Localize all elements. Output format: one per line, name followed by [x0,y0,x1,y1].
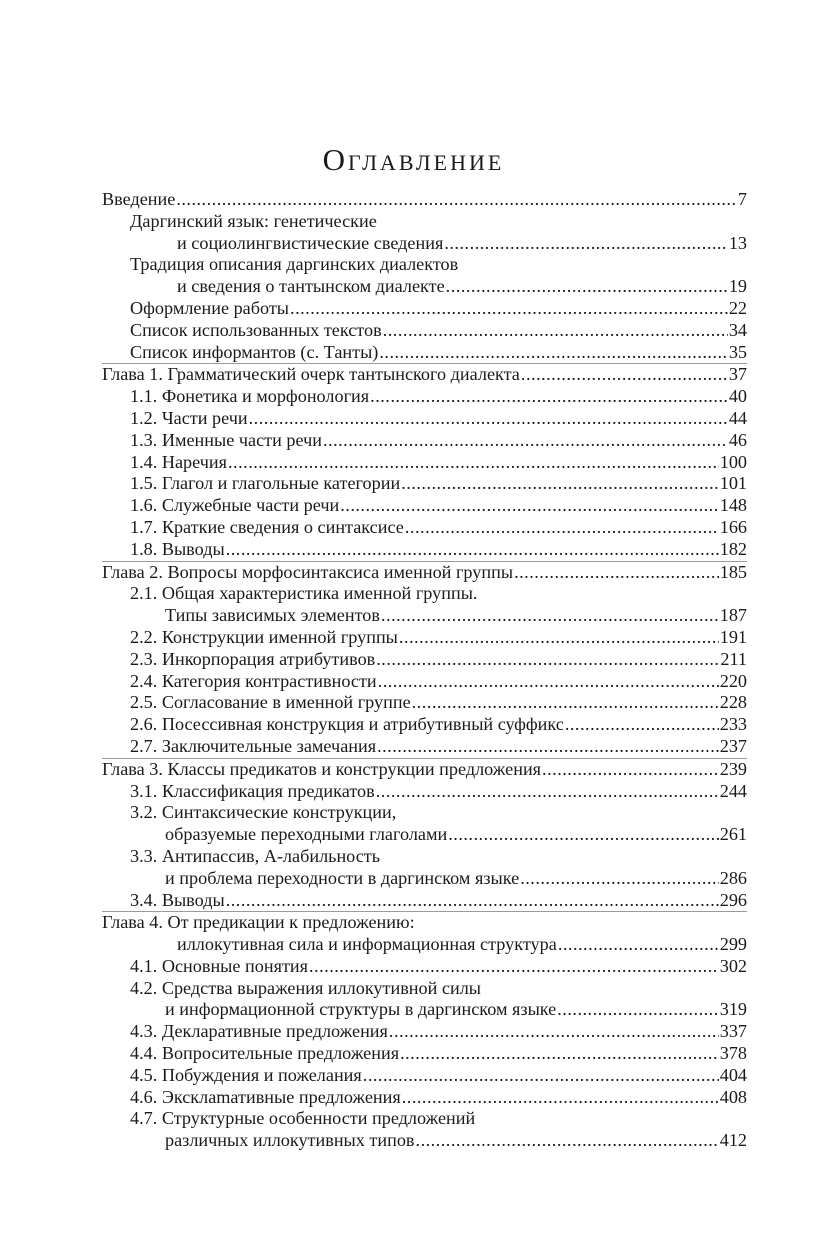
toc-chapter-entry[interactable] [102,758,747,781]
toc-leader-dots [405,517,719,539]
toc-leader-dots [323,430,728,452]
toc-entry-label: иллокутивная сила и информационная структура [177,934,557,955]
toc-entry-page: 211 [720,648,747,669]
toc-leader-dots [249,408,728,430]
toc-entry-page: 166 [719,516,747,537]
toc-leader-dots [376,649,719,671]
toc-leader-dots [412,692,719,714]
toc-entry[interactable] [102,671,747,693]
toc-chapter-entry[interactable] [102,561,747,584]
toc-entry-label: и социолингвистические сведения [177,232,444,253]
toc-entry-page: 237 [719,735,747,756]
toc-entry-label: 1.3. Именные части речи [130,429,322,450]
toc-entry-page: 261 [719,824,747,845]
toc-leader-dots [226,890,719,912]
toc-entry-page: 244 [719,780,747,801]
toc-entry[interactable] [102,781,747,803]
toc-entry [102,211,747,233]
toc-entry-label: и информационной структуры в даргинском языке [165,999,557,1020]
toc-entry-page: 34 [728,319,747,340]
toc-entry-page: 100 [719,451,747,472]
toc-entry-label: различных иллокутивных типов [165,1130,415,1151]
toc-leader-dots [228,452,719,474]
toc-leader-dots [370,386,728,408]
toc-entry-label: 1.5. Глагол и глагольные категории [130,473,401,494]
toc-entry[interactable] [102,320,747,342]
toc-entry-label: 3.4. Выводы [130,889,225,910]
toc-entry-page: 408 [719,1086,747,1107]
toc-entry-label: и проблема переходности в даргинском языке [165,867,520,888]
toc-entry-label: Глава 4. От предикации к предложению: [102,912,415,933]
toc-entry-label: Список использованных текстов [130,319,382,340]
toc-entry-page: 35 [728,341,747,362]
toc-entry-label: 1.4. Наречия [130,451,227,472]
toc-leader-dots [446,276,728,298]
toc-leader-dots [521,364,728,386]
toc-entry-label: образуемые переходными глаголами [165,824,448,845]
toc-leader-dots [444,233,727,255]
toc-entry-page: 187 [719,605,747,626]
toc-entry[interactable] [102,934,747,956]
toc-entry-page: 40 [728,386,747,407]
toc-entry-label: 2.1. Общая характеристика именной группы. [130,583,478,604]
toc-leader-dots [176,189,737,211]
toc-leader-dots [401,473,719,495]
toc-leader-dots [542,759,719,781]
toc-leader-dots [448,824,718,846]
toc-chapter-entry[interactable] [102,363,747,386]
toc-entry-label: 3.3. Антипассив, A-лабильность [130,845,381,866]
toc-entry[interactable] [102,517,747,539]
toc-entry-label: 1.6. Служебные части речи [130,495,340,516]
toc-entry-label: Типы зависимых элементов [165,605,380,626]
toc-entry[interactable] [102,1021,747,1043]
toc-entry-label: Оформление работы [130,297,290,318]
toc-entry-page: 299 [719,934,747,955]
toc-entry-page: 412 [719,1130,747,1151]
toc-entry[interactable] [102,430,747,452]
toc-entry-label: 1.8. Выводы [130,538,225,559]
toc-entry-page: 228 [719,692,747,713]
toc-entry [102,802,747,824]
toc-entry-label: 4.2. Средства выражения иллокутивной силы [130,977,482,998]
toc-leader-dots [226,539,719,561]
toc-leader-dots [514,562,719,584]
toc-leader-dots [376,781,719,803]
toc-leader-dots [558,934,719,956]
toc-leader-dots [381,605,719,627]
toc-leader-dots [520,868,719,890]
toc-entry[interactable] [102,956,747,978]
toc-entry[interactable] [102,736,747,758]
toc-entry-page: 337 [719,1021,747,1042]
toc-entry-page: 46 [728,429,747,450]
toc-entry-page: 302 [719,955,747,976]
toc-entry-page: 233 [719,714,747,735]
toc-entry-label: 3.1. Классификация предикатов [130,780,375,801]
toc-entry[interactable] [102,868,747,890]
toc-entry-label: 2.4. Категория контрастивности [130,670,377,691]
toc-entry-label: 2.5. Согласование в именной группе [130,692,411,713]
toc-entry[interactable] [102,890,747,912]
toc-entry-label: 3.2. Синтаксические конструкции, [130,802,397,823]
toc-leader-dots [290,298,728,320]
toc-entry-page: 220 [719,670,747,691]
toc-entry-label: Глава 2. Вопросы морфосинтаксиса именной группы [102,561,514,582]
toc-entry-page: 101 [719,473,747,494]
toc-entry-label: 1.2. Части речи [130,407,248,428]
toc-entry[interactable] [102,999,747,1021]
toc-leader-dots [416,1130,719,1152]
toc-entry-label: Традиция описания даргинских диалектов [130,254,459,275]
toc-entry-label: 1.7. Краткие сведения о синтаксисе [130,516,404,537]
toc-entry [102,1108,747,1130]
toc-entry-label: Введение [102,189,176,209]
toc-entry-page: 22 [728,297,747,318]
toc-entry[interactable] [102,714,747,736]
toc-entry[interactable] [102,408,747,430]
toc-entry[interactable] [102,189,747,211]
toc-entry-page: 296 [719,889,747,910]
toc-entry[interactable] [102,473,747,495]
toc-entry-page: 319 [719,999,747,1020]
toc-entry-page: 239 [719,758,747,779]
toc-entry-page: 44 [728,407,747,428]
toc-entry-page: 19 [728,276,747,297]
toc-leader-dots [557,999,718,1021]
toc-entry[interactable] [102,1130,747,1152]
toc-entry[interactable] [102,276,747,298]
toc-leader-dots [389,1021,719,1043]
toc-entry[interactable] [102,386,747,408]
toc-entry-page: 182 [719,538,747,559]
toc-entry[interactable] [102,627,747,649]
toc-leader-dots [377,736,719,758]
toc-entry-label: 4.1. Основные понятия [130,955,308,976]
page-title: Оглавление [322,142,505,177]
toc-leader-dots [383,320,728,342]
toc-entry-label: 1.1. Фонетика и морфонология [130,386,370,407]
toc-leader-dots [340,495,718,517]
toc-entry-label: 4.4. Вопросительные предложения [130,1043,400,1064]
toc-leader-dots [378,671,719,693]
toc-leader-dots [379,342,727,364]
toc-leader-dots [400,1043,719,1065]
toc-entry-label: 4.5. Побуждения и пожелания [130,1064,362,1085]
toc-leader-dots [363,1065,719,1087]
toc-entry-label: 2.7. Заключительные замечания [130,735,377,756]
toc-entry[interactable] [102,342,747,364]
toc-entry-page: 191 [719,626,747,647]
toc-entry-label: Глава 3. Классы предикатов и конструкции предложения [102,758,542,779]
toc-entry-page: 13 [728,232,747,253]
toc-entry[interactable] [102,1043,747,1065]
toc-entry [102,583,747,605]
toc-entry-label: 2.2. Конструкции именной группы [130,626,398,647]
toc-entry-label: и сведения о тантынском диалекте [177,276,445,297]
toc-entry-label: 2.3. Инкорпорация атрибутивов [130,648,376,669]
toc-chapter-entry [102,911,747,934]
toc-entry[interactable] [102,649,747,671]
toc-entry-label: 4.3. Декларативные предложения [130,1021,388,1042]
toc-leader-dots [309,956,719,978]
table-of-contents [102,189,747,1152]
toc-leader-dots [565,714,719,736]
toc-entry [102,978,747,1000]
toc-entry-page: 404 [719,1064,747,1085]
toc-entry[interactable] [102,298,747,320]
toc-entry[interactable] [102,1065,747,1087]
toc-entry-label: 4.6. Эксклamативные предложения [130,1086,401,1107]
toc-entry-page: 286 [719,867,747,888]
toc-entry[interactable] [102,539,747,561]
toc-entry-label: Список информантов (с. Танты) [130,341,379,362]
toc-leader-dots [402,1087,719,1109]
toc-entry-page: 148 [719,495,747,516]
toc-entry[interactable] [102,495,747,517]
toc-entry[interactable] [102,824,747,846]
toc-entry-page: 378 [719,1043,747,1064]
toc-entry-label: 4.7. Структурные особенности предложений [130,1108,476,1129]
toc-entry-page: 185 [719,561,747,582]
toc-entry[interactable] [102,605,747,627]
toc-entry-label: Даргинский язык: генетические [130,210,377,231]
toc-entry[interactable] [102,692,747,714]
toc-entry-label: 2.6. Посессивная конструкция и атрибутивный суффикс [130,714,564,735]
toc-entry-label: Глава 1. Грамматический очерк тантынского диалекта [102,364,520,385]
toc-entry[interactable] [102,1087,747,1109]
toc-entry-page: 7 [737,189,747,209]
toc-entry[interactable] [102,233,747,255]
toc-leader-dots [399,627,719,649]
toc-entry[interactable] [102,452,747,474]
toc-entry [102,846,747,868]
toc-entry [102,254,747,276]
toc-entry-page: 37 [728,364,747,385]
